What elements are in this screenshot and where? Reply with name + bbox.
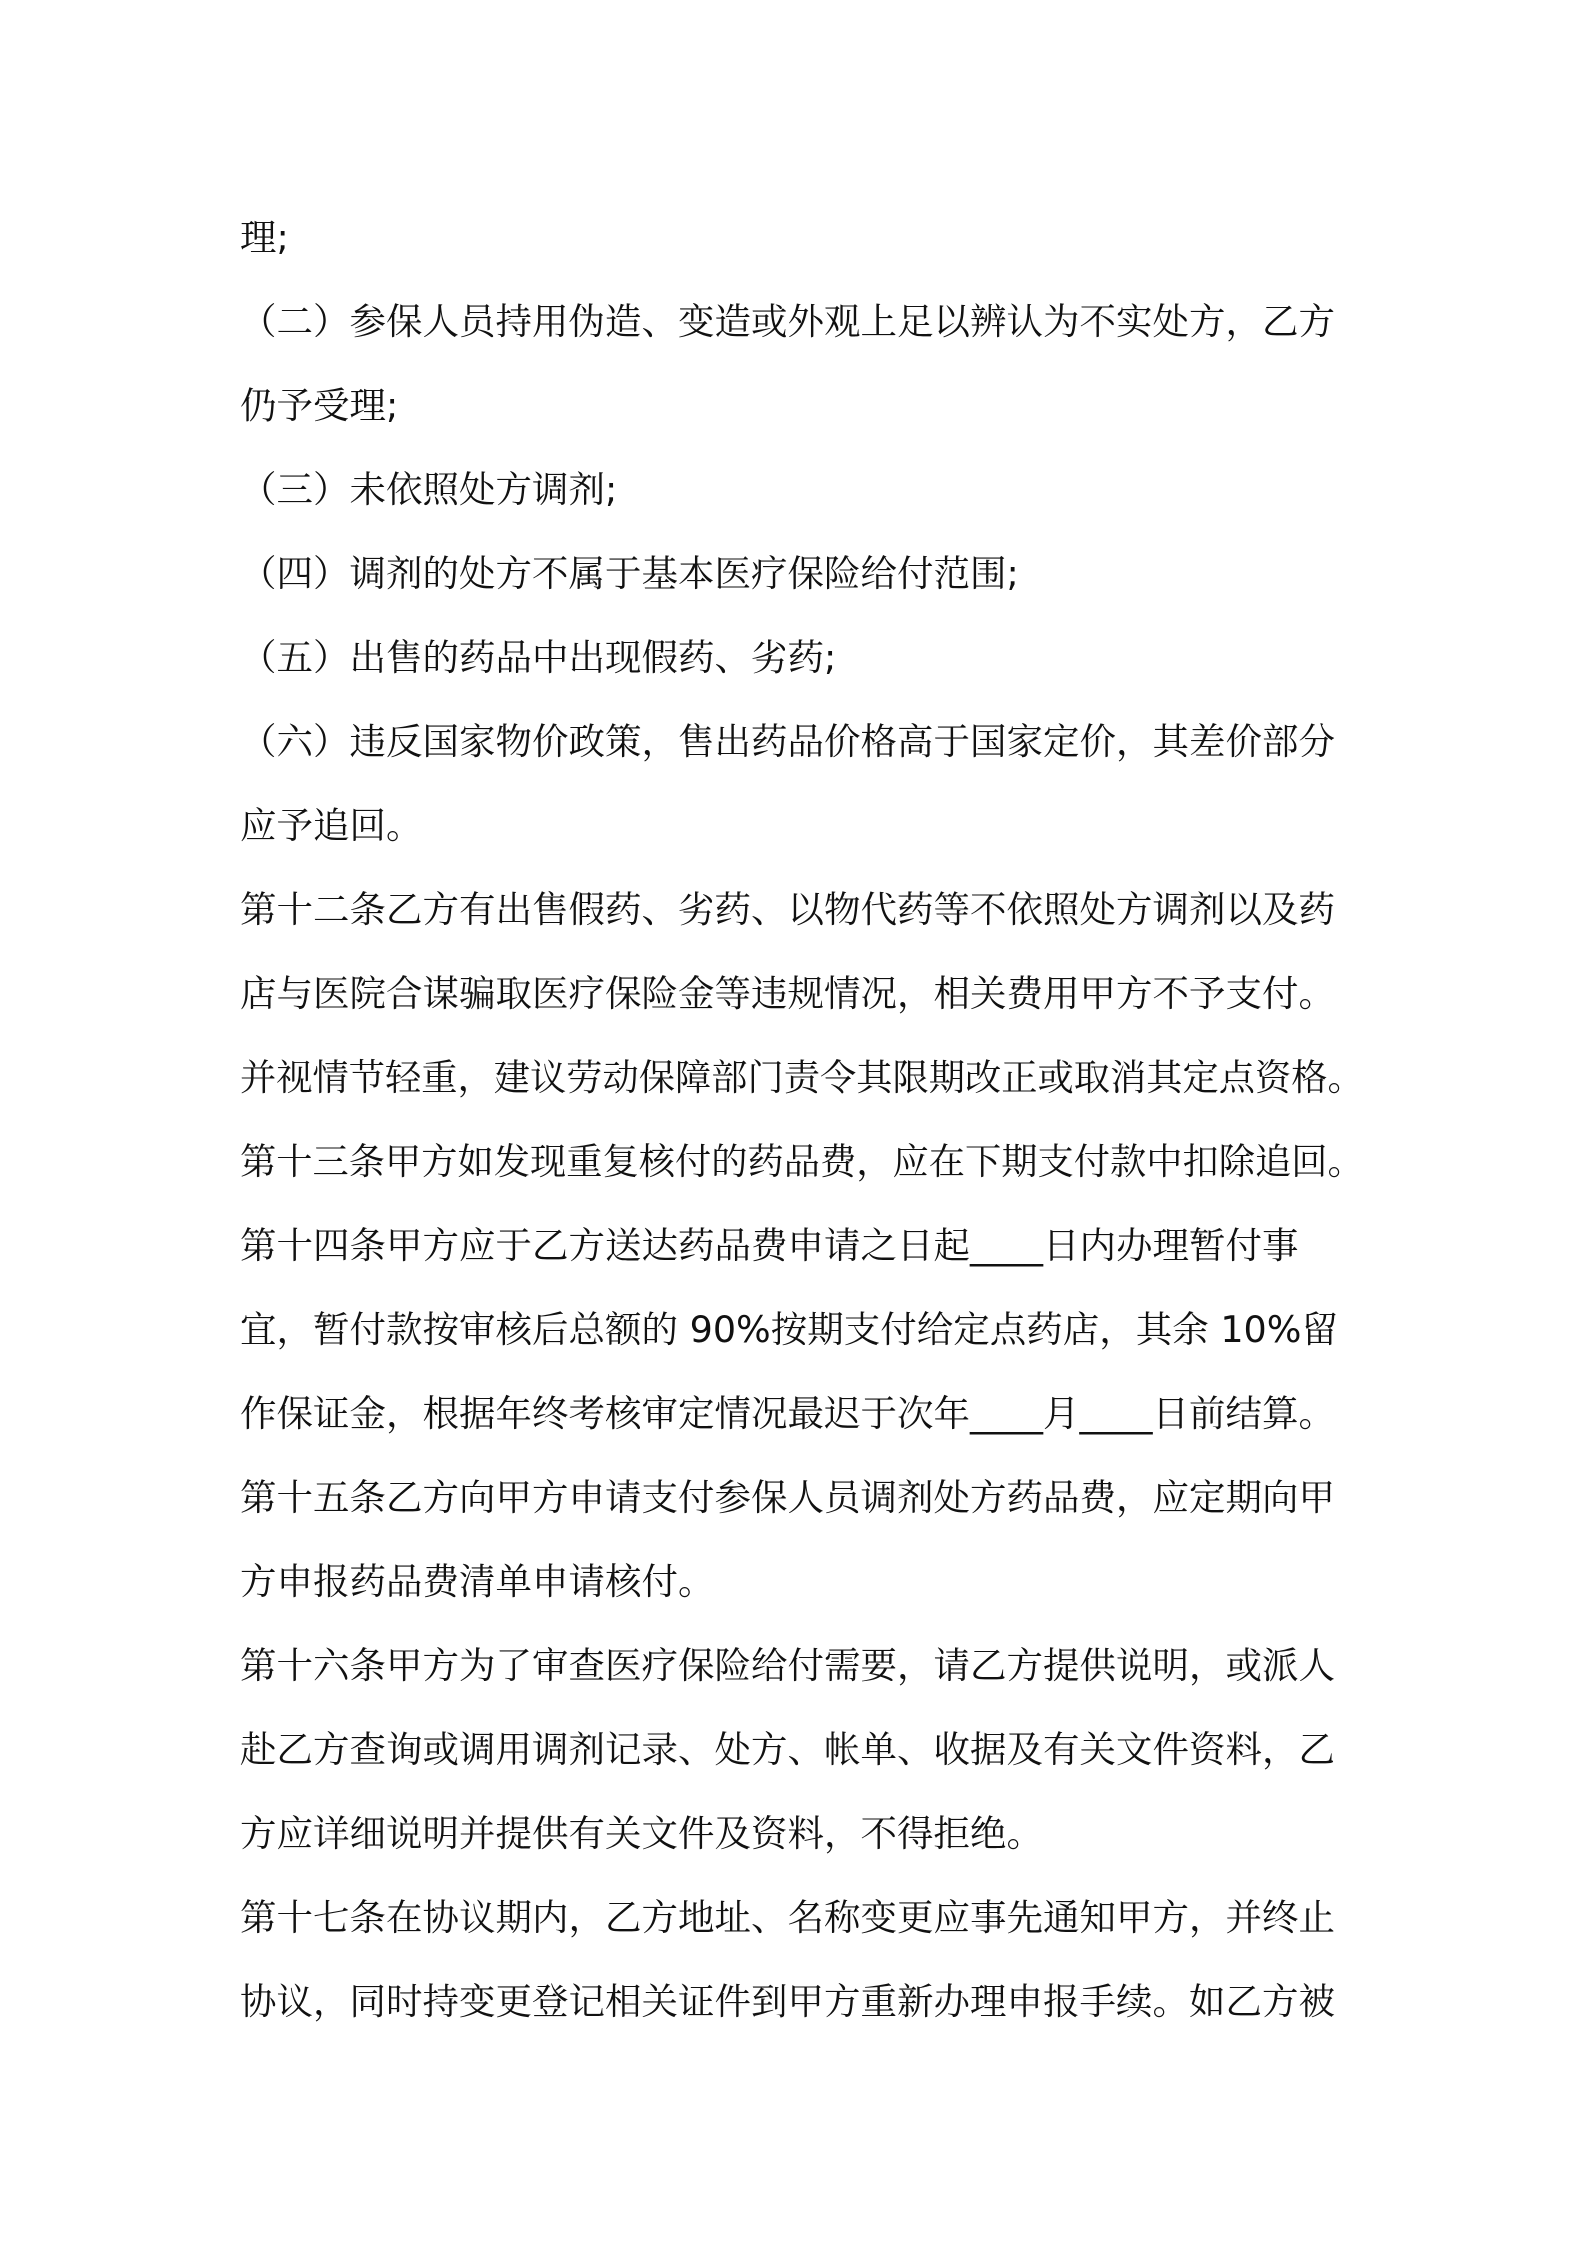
text-line: 第十三条甲方如发现重复核付的药品费，应在下期支付款中扣除追回。 — [240, 1140, 1364, 1183]
text-line: 应予追回。 — [240, 804, 423, 847]
text-line: （二）参保人员持用伪造、变造或外观上足以辨认为不实处方，乙方 — [240, 300, 1335, 343]
text-line: 第十六条甲方为了审查医疗保险给付需要，请乙方提供说明，或派人 — [240, 1644, 1335, 1687]
text-line: （三）未依照处方调剂; — [240, 468, 618, 511]
text-line: 赴乙方查询或调用调剂记录、处方、帐单、收据及有关文件资料，乙 — [240, 1728, 1335, 1771]
text-line: 第十二条乙方有出售假药、劣药、以物代药等不依照处方调剂以及药 — [240, 888, 1335, 931]
text-line: （五）出售的药品中出现假药、劣药; — [240, 636, 837, 679]
text-line: （六）违反国家物价政策，售出药品价格高于国家定价，其差价部分 — [240, 720, 1335, 763]
text-line: 方应详细说明并提供有关文件及资料，不得拒绝。 — [240, 1812, 1043, 1855]
text-line: 协议，同时持变更登记相关证件到甲方重新办理申报手续。如乙方被 — [240, 1980, 1335, 2023]
text-line: 并视情节轻重，建议劳动保障部门责令其限期改正或取消其定点资格。 — [240, 1056, 1364, 1099]
text-line: 店与医院合谋骗取医疗保险金等违规情况，相关费用甲方不予支付。 — [240, 972, 1335, 1015]
text-line: 作保证金，根据年终考核审定情况最迟于次年____月____日前结算。 — [240, 1392, 1335, 1435]
text-line: （四）调剂的处方不属于基本医疗保险给付范围; — [240, 552, 1019, 595]
text-line: 理; — [240, 216, 289, 259]
text-line: 第十七条在协议期内，乙方地址、名称变更应事先通知甲方，并终止 — [240, 1896, 1335, 1939]
text-line: 方申报药品费清单申请核付。 — [240, 1560, 715, 1603]
text-line: 第十四条甲方应于乙方送达药品费申请之日起____日内办理暂付事 — [240, 1224, 1299, 1267]
document-body — [240, 196, 1370, 2044]
text-line: 仍予受理; — [240, 384, 399, 427]
text-line: 宜，暂付款按审核后总额的 90%按期支付给定点药店，其余 10%留 — [240, 1308, 1338, 1351]
text-line: 第十五条乙方向甲方申请支付参保人员调剂处方药品费，应定期向甲 — [240, 1476, 1335, 1519]
